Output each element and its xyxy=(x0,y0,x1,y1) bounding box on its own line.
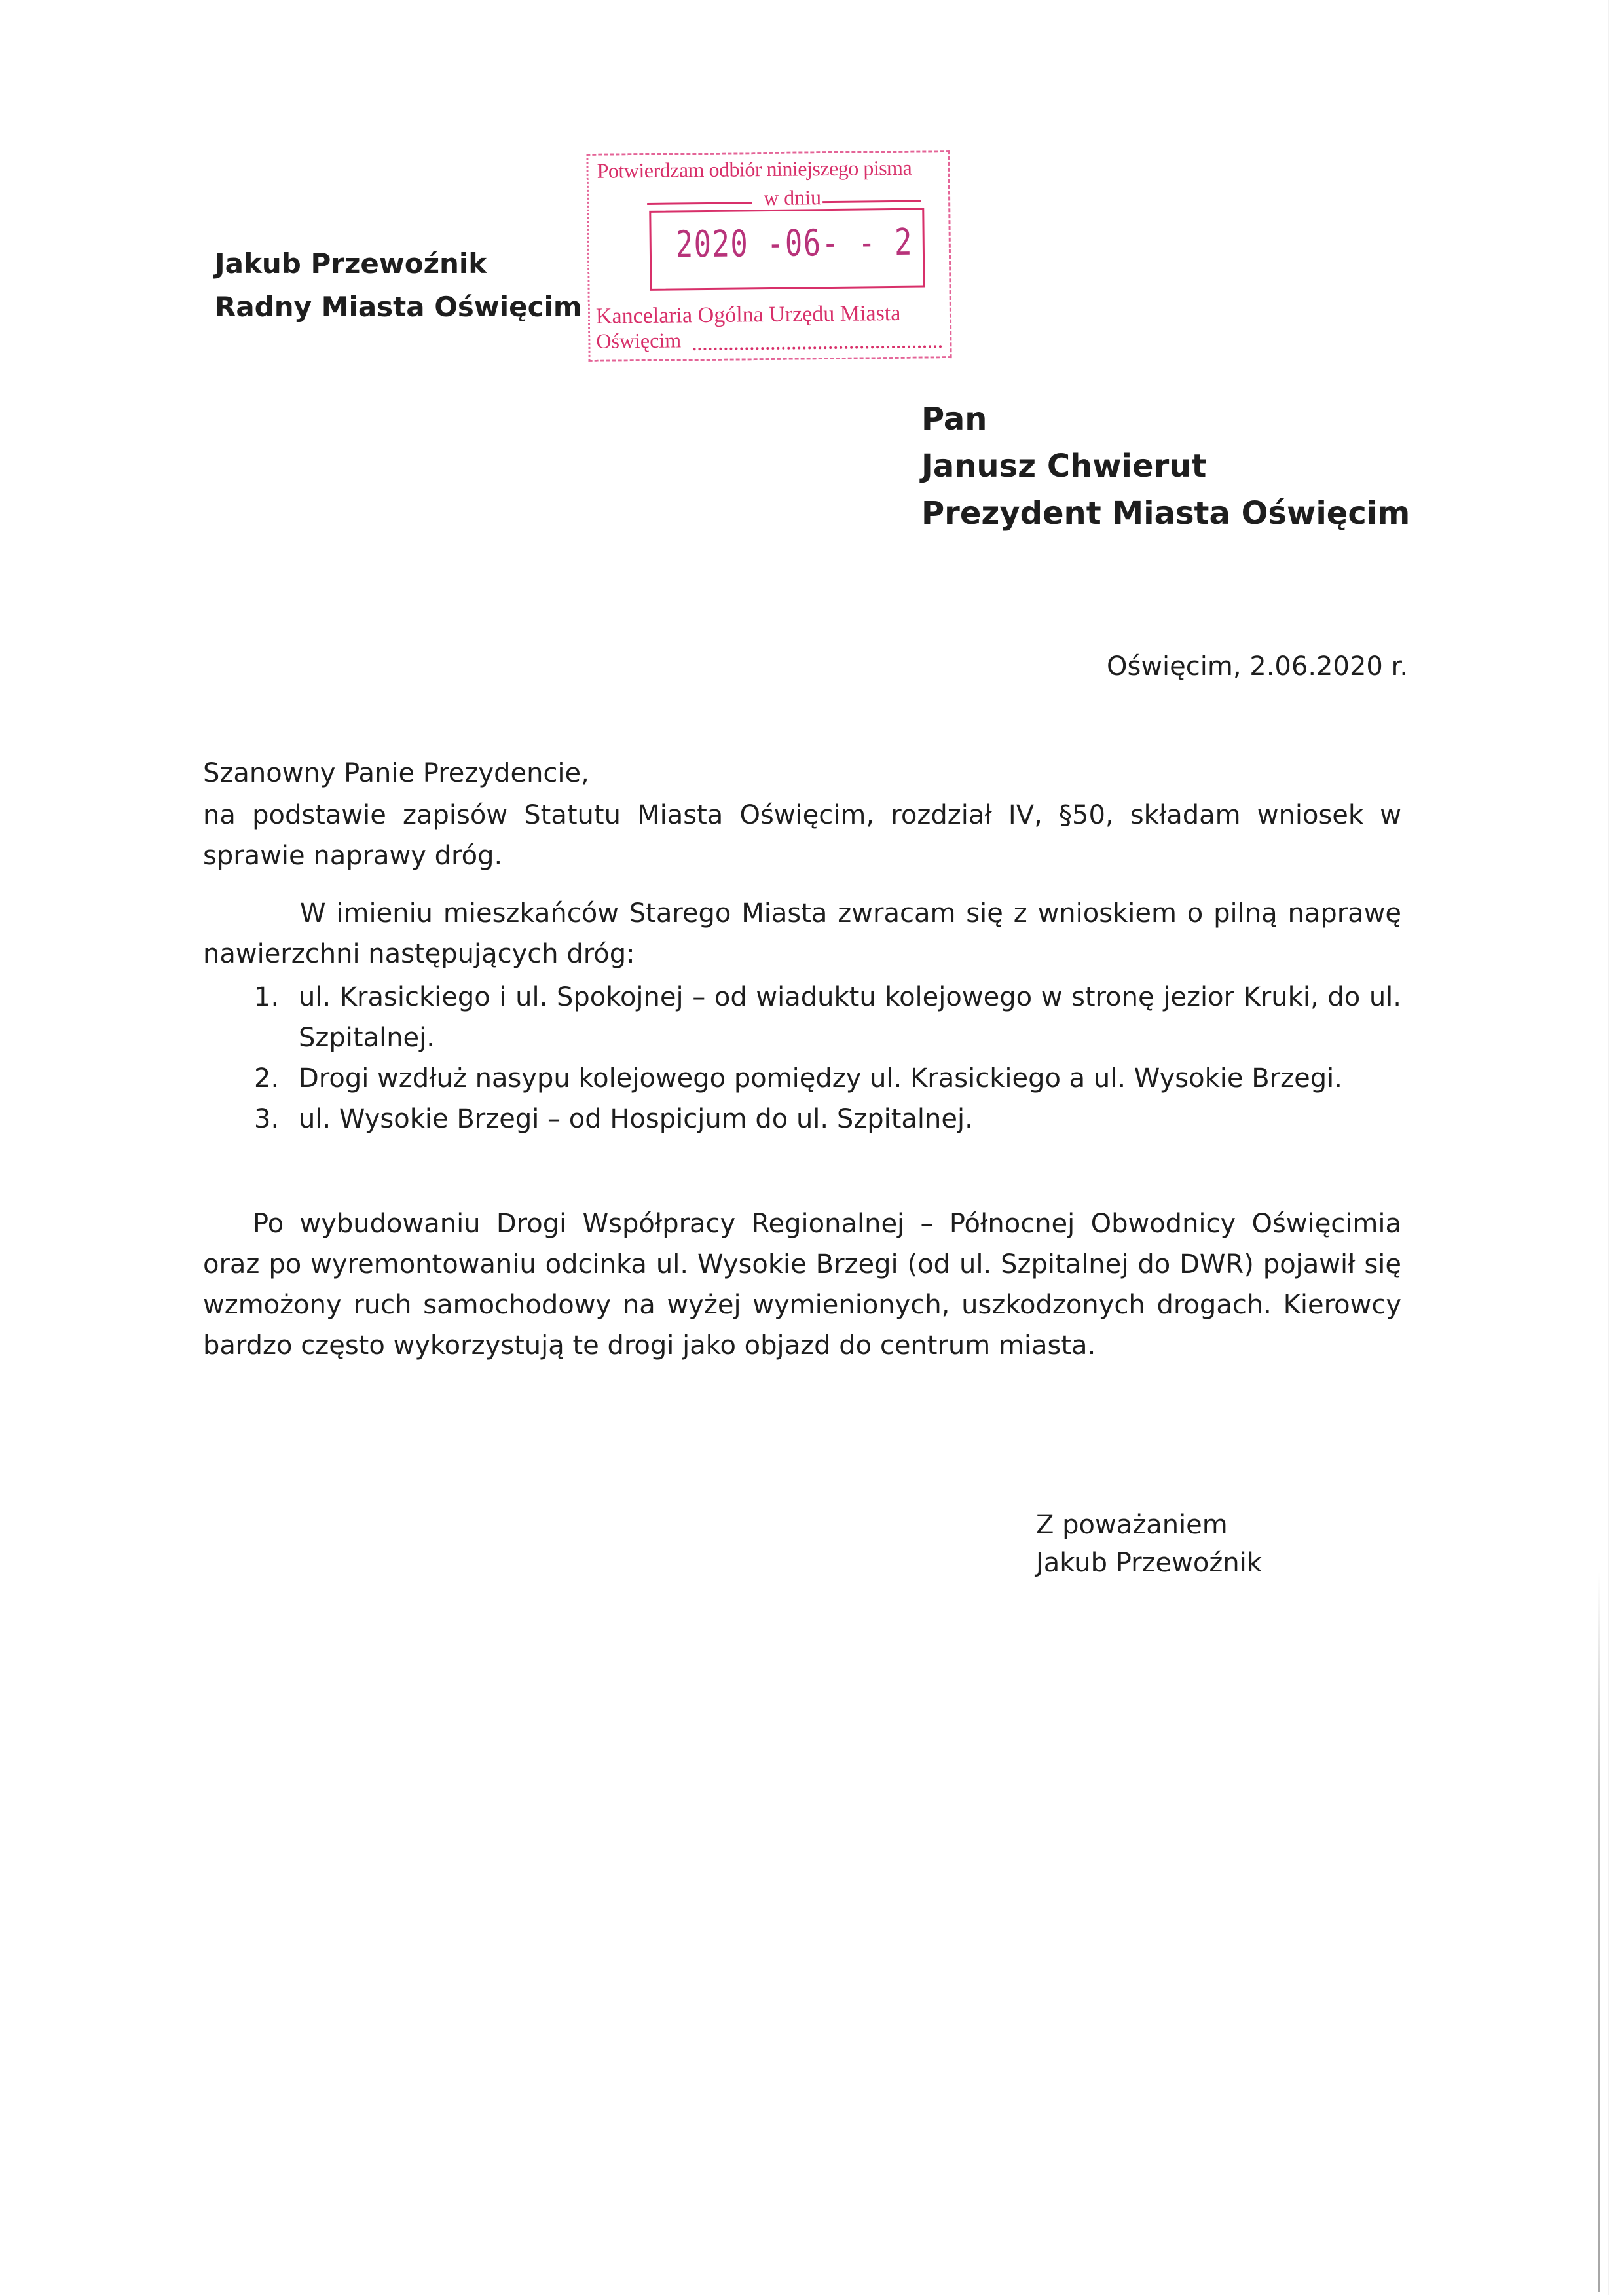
recipient-name: Janusz Chwierut xyxy=(921,448,1207,485)
sender-name: Jakub Przewoźnik xyxy=(215,248,487,280)
recipient-block xyxy=(921,395,1410,537)
paragraph-intro: na podstawie zapisów Statutu Miasta Oświęcim, rozdział IV, §50, składam wniosek w sprawie naprawy dróg. xyxy=(203,800,1401,871)
scan-edge xyxy=(1608,0,1609,2295)
recipient-salutation: Pan xyxy=(921,401,987,437)
closing-signature: Jakub Przewoźnik xyxy=(1036,1548,1262,1578)
list-item xyxy=(254,1099,1401,1139)
paragraph-justification: Po wybudowaniu Drogi Współpracy Regionalnej – Północnej Obwodnicy Oświęcimia oraz po wyremontowaniu odcinka ul. Wysokie Brzegi (od ul. Szpitalnej do DWR) pojawił się wzmożony ruch samochodowy na wyżej wymienionych, uszkodzonych drogach. Kierowcy bardzo często wykorzystują te drogi jako objazd do centrum miasta. xyxy=(203,1209,1401,1361)
scan-shadow xyxy=(1598,1571,1600,2292)
stamp-date: 2020 -06- - 2 xyxy=(675,221,913,266)
place-date: Oświęcim, 2.06.2020 r. xyxy=(1107,652,1409,682)
stamp-city-text: Oświęcim xyxy=(596,328,682,353)
recipient-title: Prezydent Miasta Oświęcim xyxy=(921,495,1411,532)
list-item-number: 2. xyxy=(254,1063,280,1093)
list-item xyxy=(254,1058,1401,1099)
greeting: Szanowny Panie Prezydencie, xyxy=(203,758,589,788)
receipt-stamp xyxy=(586,150,951,362)
stamp-confirmation-text: Potwierdzam odbiór niniejszego pisma xyxy=(597,155,912,183)
list-item-text: Drogi wzdłuż nasypu kolejowego pomiędzy ul. Krasickiego a ul. Wysokie Brzegi. xyxy=(299,1063,1342,1093)
paragraph-request: W imieniu mieszkańców Starego Miasta zwracam się z wnioskiem o pilną naprawę nawierzchni następujących dróg: xyxy=(203,898,1401,969)
sender-block xyxy=(215,242,582,329)
stamp-on-day-text: w dniu xyxy=(763,185,822,210)
stamp-office-text: Kancelaria Ogólna Urzędu Miasta xyxy=(595,301,901,329)
list-item-text: ul. Wysokie Brzegi – od Hospicjum do ul. Szpitalnej. xyxy=(299,1104,973,1134)
sender-title: Radny Miasta Oświęcim xyxy=(215,291,582,323)
list-item-text: ul. Krasickiego i ul. Spokojnej – od wiaduktu kolejowego w stronę jezior Kruki, do ul. Szpitalnej. xyxy=(299,982,1401,1053)
list-item xyxy=(254,977,1401,1058)
closing-block xyxy=(1036,1506,1262,1582)
closing-phrase: Z poważaniem xyxy=(1036,1510,1228,1540)
list-item-number: 3. xyxy=(254,1104,280,1134)
roads-list xyxy=(254,977,1401,1139)
list-item-number: 1. xyxy=(254,982,280,1012)
